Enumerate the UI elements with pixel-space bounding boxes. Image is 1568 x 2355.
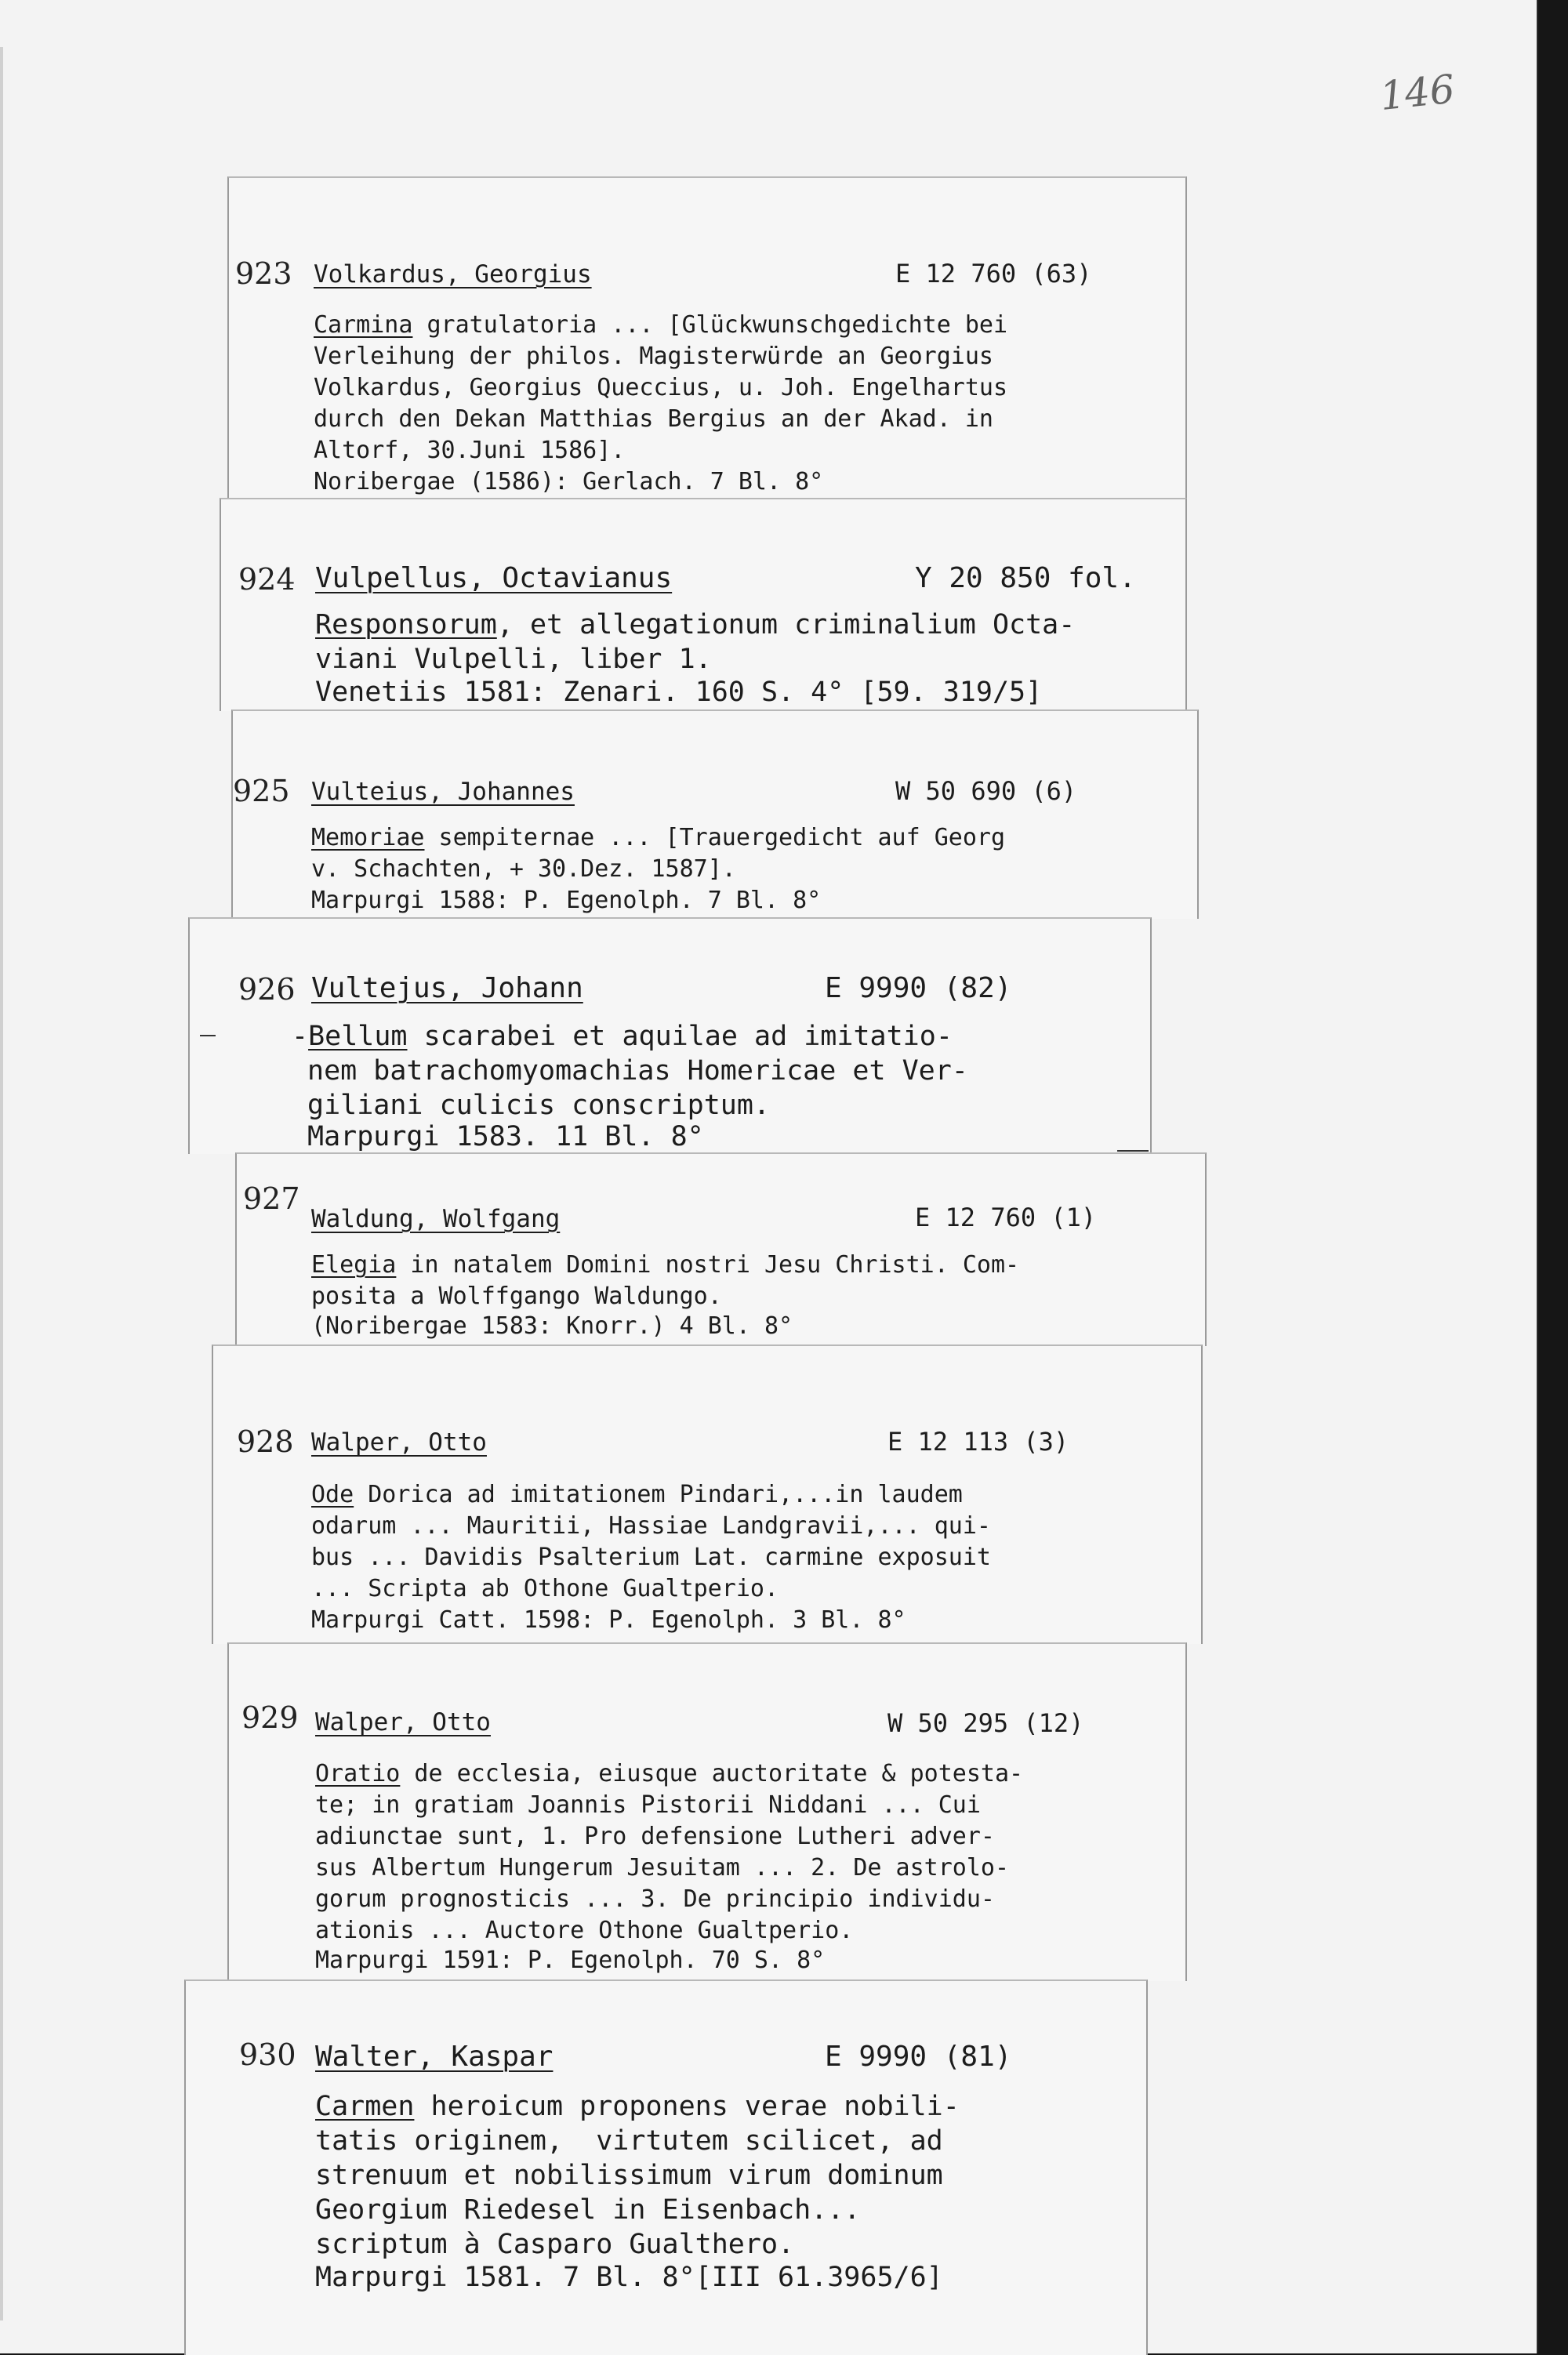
entry-title-rest: sempiternae ... [Trauergedicht auf Georg [424, 824, 1006, 851]
entry-line: sus Albertum Hungerum Jesuitam ... 2. De astrolo- [315, 1854, 1010, 1881]
catalog-card-927 [235, 1152, 1207, 1346]
entry-line: Altorf, 30.Juni 1586]. [314, 437, 626, 464]
entry-line: scriptum à Casparo Gualthero. [315, 2229, 795, 2260]
entry-author: Waldung, Wolfgang [311, 1205, 561, 1233]
entry-author: Walper, Otto [311, 1428, 487, 1457]
entry-line: Georgium Riedesel in Eisenbach... [315, 2194, 861, 2226]
entry-title-line [315, 1758, 1023, 1790]
entry-line: tatis originem, virtutem scilicet, ad [315, 2125, 943, 2157]
entry-title-word: Carmen [315, 2091, 415, 2122]
entry-title-word: Elegia [311, 1251, 397, 1279]
entry-number: 928 [237, 1424, 294, 1459]
entry-title-word: Oratio [315, 1760, 401, 1787]
entry-number: 929 [241, 1700, 299, 1735]
entry-imprint: Venetiis 1581: Zenari. 160 S. 4° [59. 319/5] [315, 677, 1043, 708]
catalog-card-925 [231, 709, 1199, 919]
entry-number: 924 [238, 562, 296, 597]
entry-title-line [315, 608, 1075, 642]
entry-shelfmark: E 9990 (81) [825, 2041, 1012, 2073]
entry-number: 927 [243, 1181, 300, 1216]
entry-title-line [315, 2089, 960, 2124]
entry-title-word: Bellum [308, 1021, 408, 1052]
entry-line: adiunctae sunt, 1. Pro defensione Lutheri adver- [315, 1823, 995, 1850]
catalog-card-929 [227, 1642, 1187, 1981]
entry-line: v. Schachten, + 30.Dez. 1587]. [311, 855, 736, 883]
catalog-card-924 [220, 498, 1187, 711]
entry-shelfmark: E 9990 (82) [825, 972, 1012, 1004]
entry-author: Vultejus, Johann [311, 972, 583, 1004]
entry-shelfmark: E 12 760 (1) [915, 1203, 1097, 1232]
entry-imprint: Marpurgi 1583. 11 Bl. 8° [307, 1121, 704, 1152]
entry-title-rest: in natalem Domini nostri Jesu Christi. Com- [396, 1251, 1020, 1279]
entry-line: durch den Dekan Matthias Bergius an der Akad. in [314, 405, 993, 433]
entry-author: Walper, Otto [315, 1708, 491, 1736]
entry-number: 925 [233, 774, 290, 808]
entry-number: 930 [239, 2037, 296, 2072]
entry-author: Vulpellus, Octavianus [315, 562, 673, 594]
card-edge-mark [1117, 1150, 1149, 1152]
entry-imprint: Marpurgi 1588: P. Egenolph. 7 Bl. 8° [311, 887, 822, 914]
entry-line: giliani culicis conscriptum. [307, 1090, 771, 1121]
entry-title-rest: scarabei et aquilae ad imitatio- [407, 1021, 953, 1052]
entry-line: nem batrachomyomachias Homericae et Ver- [307, 1055, 968, 1087]
entry-line: posita a Wolffgango Waldungo. [311, 1283, 722, 1310]
entry-title-word: Memoriae [311, 824, 425, 851]
entry-shelfmark: E 12 760 (63) [895, 259, 1092, 288]
entry-title-word: Carmina [314, 311, 413, 339]
entry-title-line [311, 822, 1005, 854]
entry-line: ... Scripta ab Othone Gualtperio. [311, 1575, 779, 1602]
catalog-card-926 [188, 917, 1152, 1154]
entry-line: ationis ... Auctore Othone Gualtperio. [315, 1917, 854, 1944]
entry-title-line [311, 1250, 1019, 1281]
entry-title-word: Ode [311, 1481, 354, 1508]
entry-number: 923 [235, 256, 292, 291]
entry-title-line: -Bellum scarabei et aquilae ad imitatio- [292, 1021, 953, 1052]
entry-title-rest: , et allegationum criminalium Octa- [496, 609, 1076, 640]
entry-line: Volkardus, Georgius Queccius, u. Joh. Engelhartus [314, 374, 1008, 401]
entry-title-line [314, 310, 1007, 341]
entry-imprint: Marpurgi 1591: P. Egenolph. 70 S. 8° [315, 1947, 826, 1974]
entry-shelfmark: Y 20 850 fol. [915, 562, 1136, 594]
entry-title-line [311, 1479, 963, 1511]
entry-imprint: Noribergae (1586): Gerlach. 7 Bl. 8° [314, 468, 824, 495]
entry-imprint: (Noribergae 1583: Knorr.) 4 Bl. 8° [311, 1312, 793, 1340]
entry-author: Vulteius, Johannes [311, 778, 575, 806]
catalog-card-928 [212, 1344, 1203, 1644]
entry-imprint: Marpurgi 1581. 7 Bl. 8°[III 61.3965/6] [315, 2262, 943, 2293]
entry-shelfmark: E 12 113 (3) [887, 1427, 1069, 1457]
entry-title-rest: de ecclesia, eiusque auctoritate & potesta- [400, 1760, 1024, 1787]
entry-number: 926 [238, 972, 296, 1007]
entry-author: Volkardus, Georgius [314, 260, 592, 288]
card-edge-mark [200, 1035, 216, 1036]
entry-imprint: Marpurgi Catt. 1598: P. Egenolph. 3 Bl. 8° [311, 1606, 906, 1634]
entry-shelfmark: W 50 690 (6) [895, 776, 1077, 806]
entry-line: Verleihung der philos. Magisterwürde an Georgius [314, 343, 993, 370]
entry-title-rest: heroicum proponens verae nobili- [414, 2091, 960, 2122]
entry-line: te; in gratiam Joannis Pistorii Niddani ... Cui [315, 1791, 981, 1819]
entry-line: bus ... Davidis Psalterium Lat. carmine exposuit [311, 1544, 991, 1571]
entry-line: viani Vulpelli, liber 1. [315, 644, 712, 675]
catalog-card-923 [227, 176, 1187, 499]
page-edge [0, 47, 3, 2321]
entry-line: odarum ... Mauritii, Hassiae Landgravii,... qui- [311, 1512, 991, 1540]
entry-title-word: Responsorum [315, 609, 497, 640]
entry-author: Walter, Kaspar [315, 2041, 554, 2073]
entry-shelfmark: W 50 295 (12) [887, 1708, 1084, 1738]
entry-line: gorum prognosticis ... 3. De principio individu- [315, 1885, 995, 1913]
entry-title-rest: gratulatoria ... [Glückwunschgedichte bei [412, 311, 1008, 339]
entry-title-rest: Dorica ad imitationem Pindari,...in laudem [354, 1481, 963, 1508]
entry-line: strenuum et nobilissimum virum dominum [315, 2160, 943, 2191]
page-number: 146 [1377, 66, 1457, 120]
catalog-card-930 [184, 1979, 1148, 2355]
